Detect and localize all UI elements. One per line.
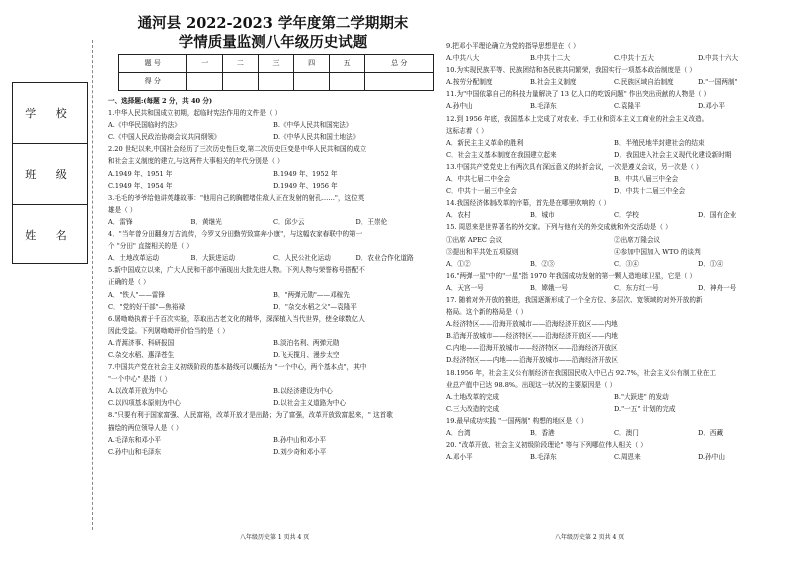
question-text: 正确的是（ ） (108, 278, 150, 287)
answer-option[interactable]: D.中共十六大 (698, 54, 739, 63)
answer-options (446, 52, 782, 64)
question-text: "一个中心" 是指（ ） (108, 375, 172, 384)
score-cell[interactable] (365, 73, 434, 91)
answer-option[interactable]: C.1949 年、1954 年 (108, 181, 173, 190)
answer-option[interactable]: A.按劳分配制度 (446, 78, 493, 87)
question-text: 15. 周恩来是世界著名的外交家。下列与他有关的外交成就和外交活动是（ ） (446, 223, 672, 232)
answer-option[interactable]: B．半殖民地半封建社会的结束 (614, 138, 705, 147)
answer-option[interactable]: B.1949 年、1952 年 (273, 169, 338, 178)
answer-option[interactable]: ③提出和平共处五项原则 (446, 247, 519, 256)
answer-option[interactable]: C.三大改造的完成 (446, 404, 500, 413)
answer-option[interactable]: ①出席 APEC 会议 (446, 235, 503, 244)
left-column (108, 14, 438, 458)
question-text: 13.中国共产党党史上有两次具有深远意义的转折会议，一次是遵义会议，另一次是（ ） (446, 162, 703, 171)
question-text: 因此受益。下列屠呦呦评价恰当的是（ ） (108, 326, 229, 335)
answer-option[interactable]: C.周恩来 (614, 453, 641, 462)
answer-option[interactable]: B．大跃进运动 (190, 254, 235, 263)
answer-options (108, 168, 438, 180)
answer-option[interactable]: D.1949 年、1956 年 (273, 181, 338, 190)
answer-option[interactable]: C.中共十五大 (614, 54, 654, 63)
question-text: 16."两弹一星"中的"一星"指 1970 年我国成功发射的第一颗人造地球卫星，它是（ ） (446, 271, 697, 280)
answer-option[interactable]: D．中共十二届三中全会 (614, 187, 686, 196)
answer-option[interactable]: A．农村 (446, 211, 471, 220)
answer-options (108, 216, 438, 228)
answer-option[interactable]: D."一五" 计划的完成 (614, 404, 676, 413)
answer-options (446, 185, 782, 197)
answer-options (446, 330, 782, 342)
answer-option[interactable]: B.毛泽东 (530, 453, 557, 462)
score-row-label: 得 分 (119, 73, 187, 91)
answer-option[interactable]: B．中共八届三中全会 (614, 175, 679, 184)
answer-option[interactable]: D.以社会主义道路为中心 (273, 399, 347, 408)
answer-option[interactable]: D．西藏 (698, 429, 724, 437)
answer-option[interactable]: A．"铁人"——雷锋 (108, 290, 165, 299)
answer-option[interactable]: A.邓小平 (446, 453, 473, 462)
answer-option[interactable]: A.中共八大 (446, 54, 480, 63)
answer-options (446, 100, 782, 112)
score-table (118, 54, 434, 91)
answer-option[interactable]: A.毛泽东和邓小平 (108, 435, 162, 444)
question-text: 11.为"中国依靠自己的科技力量解决了 13 亿人口的吃饭问题" 作出突出贡献的人物是（ ） (446, 90, 711, 99)
question-text: 这标志着（ ） (446, 126, 488, 135)
question-text: 1.中华人民共和国成立初期，起临时宪法作用的文件是（ ） (108, 109, 282, 118)
answer-option[interactable]: A．①② (446, 259, 471, 268)
answer-option[interactable]: C．中共十一届三中全会 (446, 187, 517, 196)
answer-option[interactable]: B．城市 (530, 211, 555, 220)
answer-options (446, 209, 782, 221)
answer-option[interactable]: C．社会主义基本制度在我国建立起来 (446, 150, 557, 159)
answer-option[interactable]: B．嫦娥一号 (530, 283, 568, 292)
answer-options (108, 119, 438, 131)
answer-options (446, 149, 782, 161)
question-text: 9.把邓小平理论确立为党的指导思想是在（ ） (446, 42, 580, 50)
answer-option[interactable]: B．香港 (530, 429, 555, 437)
score-header: 五 (329, 55, 365, 73)
answer-option[interactable]: D．国有企业 (698, 211, 737, 220)
answer-option[interactable]: D．王崇伦 (355, 217, 388, 226)
answer-option[interactable]: A．土地改革运动 (108, 254, 159, 263)
answer-options (108, 289, 438, 301)
answer-option[interactable]: D．神舟一号 (698, 283, 737, 292)
answer-option[interactable]: D.邓小平 (698, 102, 725, 111)
answer-option[interactable]: A.孙中山 (446, 102, 473, 111)
question-text: 3.毛毛的爷爷给他讲英雄故事："他用自己的胸膛堵住敌人正在发射的射孔……"，这位英 (108, 193, 365, 202)
question-text: 17. 随着对外开放的推进，我国逐渐形成了一个全方位、多层次、宽领域的对外开放的新 (446, 295, 703, 304)
answer-option[interactable]: D．"杂交水稻之父"—袁隆平 (273, 302, 357, 311)
class-label: 班 级 (13, 144, 87, 205)
answer-option[interactable]: B.毛泽东 (530, 102, 557, 111)
answer-options (446, 342, 782, 354)
question-text: 18.1956 年，社会主义公有制经济在我国国民收入中已占 92.7%，社会主义公有制工业在工 (446, 368, 716, 377)
student-info-box (12, 82, 88, 264)
binding-line (92, 40, 93, 530)
question-text: 12.到 1956 年底，我国基本上完成了对农业、手工业和资本主义工商业的社会主义改造。 (446, 114, 709, 123)
answer-options (108, 252, 438, 264)
question-text: 描绘的两位领导人是（ ） (108, 423, 183, 432)
question-text: 业总产值中已达 98.8%。出现这一状况的主要原因是（ ） (446, 380, 617, 389)
question-text: 和社会主义制度的建立,与这两件大事相关的年代分别是（ ） (108, 157, 284, 166)
answer-option[interactable]: D.飞天揽月、漫步太空 (273, 350, 340, 359)
section-heading: 一、选择题:(每题 2 分，共 40 分) (108, 97, 213, 105)
answer-option[interactable]: D．农业合作化道路 (355, 254, 414, 263)
answer-options (108, 131, 438, 143)
answer-option[interactable]: C.杂交水稻、惠泽苍生 (108, 350, 175, 359)
answer-option[interactable]: A．新民主主义革命的胜利 (446, 138, 524, 147)
answer-option[interactable]: C.孙中山和毛泽东 (108, 447, 162, 456)
answer-options (108, 337, 438, 349)
answer-option[interactable]: B."大跃进" 的发动 (614, 392, 669, 401)
answer-option[interactable]: C．③④ (614, 259, 639, 268)
answer-option[interactable]: C.以四项基本原则为中心 (108, 399, 181, 408)
question-text: 14.我国经济体制改革的序幕，首先是在哪里吹响的（ ） (446, 199, 611, 208)
answer-options (446, 282, 782, 294)
question-text: 19.最早成功实践 "一国两制" 构想的地区是（ ） (446, 416, 588, 425)
answer-option[interactable]: B.社会主义制度 (530, 78, 577, 87)
answer-option[interactable]: C.袁隆平 (614, 102, 641, 111)
question-text: 个 "分田" 直接相关的是（ ） (108, 242, 193, 251)
question-text: 5.新中国成立以来，广大人民和干部中涌现出大批先进人物。下列人物与荣誉称号搭配不 (108, 266, 365, 275)
answer-options (446, 76, 782, 88)
answer-options (446, 451, 782, 463)
answer-option[interactable]: C．学校 (614, 211, 639, 220)
answer-option[interactable]: B．黄继光 (190, 217, 222, 226)
question-text: 8."只要有利于国家富强、人民富裕，改革开放才是出路；为了富强，改革开放致富起来，" 这首歌 (108, 411, 393, 420)
answer-option[interactable]: A．中共七届二中全会 (446, 175, 511, 184)
right-questions (446, 40, 782, 463)
answer-options (446, 427, 782, 439)
page-footer-right: 八年级历史第 2 页共 4 页 (555, 534, 625, 541)
score-cell[interactable] (294, 73, 330, 91)
answer-options (108, 180, 438, 192)
answer-option[interactable]: B.沿海开放城市——经济特区——沿海经济开放区——内地 (446, 332, 618, 341)
exam-title-line1: 通河县 2022-2023 学年度第二学期期末 (137, 15, 409, 32)
answer-options (108, 385, 438, 397)
answer-option[interactable]: A．雷锋 (108, 217, 133, 226)
answer-option[interactable]: B.《中华人民共和国宪法》 (273, 121, 353, 130)
question-text: 20. "改革开放、社会主义初级阶段理论" 等与下列哪位伟人相关（ ） (446, 441, 647, 450)
score-cell[interactable] (258, 73, 294, 91)
name-label: 姓 名 (25, 229, 75, 242)
answer-option[interactable]: D．我国进入社会主义现代化建设新时期 (614, 150, 732, 159)
question-text: 6.屠呦呦执着于千百次实验，萃取出古老文化的精华，深深植入当代世界，使全球数亿人 (108, 314, 365, 323)
score-cell[interactable] (329, 73, 365, 91)
answer-options (446, 391, 782, 403)
answer-option[interactable]: A.1949 年、1951 年 (108, 169, 173, 178)
answer-options (108, 349, 438, 361)
answer-option[interactable]: A．台湾 (446, 429, 471, 437)
answer-option[interactable]: C．"党的好干部"—焦裕禄 (108, 302, 186, 311)
answer-option[interactable]: C．人民公社化运动 (273, 254, 331, 263)
answer-option[interactable]: B．②③ (530, 259, 555, 268)
score-header: 总 分 (365, 55, 434, 73)
answer-option[interactable]: B.孙中山和邓小平 (273, 435, 327, 444)
question-text: 7.中国共产党在社会主义初级阶段的基本路线可以概括为 "一个中心，两个基本点"，其中 (108, 363, 367, 372)
answer-option[interactable]: C.民族区域自治制度 (614, 78, 674, 87)
answer-options (446, 246, 782, 258)
question-text: 4．"当年曾分田翻身万古流传，今罗又分田勤劳致富奔小康"，与这幅农家春联中的第一 (108, 230, 363, 239)
score-cell[interactable] (223, 73, 259, 91)
answer-option[interactable]: A.以改革开放为中心 (108, 387, 168, 396)
question-text: 10.为实现民族平等、民族团结和各民族共同繁荣，我国实行一项基本政治制度是（ ） (446, 66, 696, 75)
answer-option[interactable]: D."一国两制" (698, 78, 738, 87)
answer-option[interactable]: C．邱少云 (273, 217, 305, 226)
answer-options (446, 354, 782, 366)
question-text: 2.20 世纪以来,中国社会经历了三次历史性巨变,第二次历史巨变是中华人民共和国的成立 (108, 145, 367, 154)
answer-option[interactable]: D．①④ (698, 259, 724, 268)
answer-option[interactable]: A.土地改革的完成 (446, 392, 500, 401)
answer-option[interactable]: C.内地——沿海开放城市——经济特区——沿海经济开放区 (446, 344, 618, 353)
score-header: 四 (294, 55, 330, 73)
left-questions (108, 107, 438, 458)
answer-options (108, 446, 438, 458)
answer-option[interactable]: A.经济特区——沿海开放城市——沿海经济开放区——内地 (446, 320, 618, 329)
score-header: 题 号 (119, 55, 187, 73)
answer-option[interactable]: A.青蒿济事、科研报国 (108, 338, 175, 347)
answer-options (446, 258, 782, 270)
answer-options (446, 403, 782, 415)
answer-option[interactable]: D.孙中山 (698, 453, 725, 462)
answer-option[interactable]: C．澳门 (614, 429, 639, 437)
answer-options (108, 434, 438, 446)
answer-option[interactable]: D.《中华人民共和国土地法》 (273, 133, 360, 142)
answer-option[interactable]: C．东方红一号 (614, 283, 659, 292)
score-header: 一 (187, 55, 223, 73)
answer-options (108, 301, 438, 313)
answer-option[interactable]: B.以经济建设为中心 (273, 387, 333, 396)
answer-option[interactable]: D.刘少奇和邓小平 (273, 447, 327, 456)
answer-options (446, 234, 782, 246)
answer-option[interactable]: B．"两弹元勋"——邓稼先 (273, 290, 350, 299)
answer-options (446, 173, 782, 185)
answer-option[interactable]: B.淡泊名利、两弹元勋 (273, 338, 340, 347)
answer-option[interactable]: D.经济特区——内地——沿海开放城市——沿海经济开放区 (446, 356, 618, 365)
answer-option[interactable]: ④参加中国加入 WTO 的谈判 (614, 247, 701, 256)
score-cell[interactable] (187, 73, 223, 91)
answer-option[interactable]: A.《中华民国临时约法》 (108, 121, 181, 130)
answer-options (108, 397, 438, 409)
answer-option[interactable]: B.中共十二大 (530, 54, 570, 63)
answer-option[interactable]: A．天宫一号 (446, 283, 484, 292)
question-text: 雄是（ ） (108, 205, 137, 214)
page-footer-left: 八年级历史第 1 页共 4 页 (240, 534, 310, 541)
right-column (446, 40, 782, 463)
answer-option[interactable]: C.《中国人民政治协商会议共同纲领》 (108, 133, 221, 142)
question-text: 格局。这个新的格局是（ ） (446, 308, 528, 317)
answer-option[interactable]: ②出席万隆会议 (614, 235, 661, 244)
exam-title-line2: 学情质量监测八年级历史试题 (178, 34, 368, 51)
answer-options (446, 137, 782, 149)
answer-options (446, 318, 782, 330)
score-header: 三 (258, 55, 294, 73)
school-label: 学 校 (13, 83, 87, 144)
score-header: 二 (223, 55, 259, 73)
